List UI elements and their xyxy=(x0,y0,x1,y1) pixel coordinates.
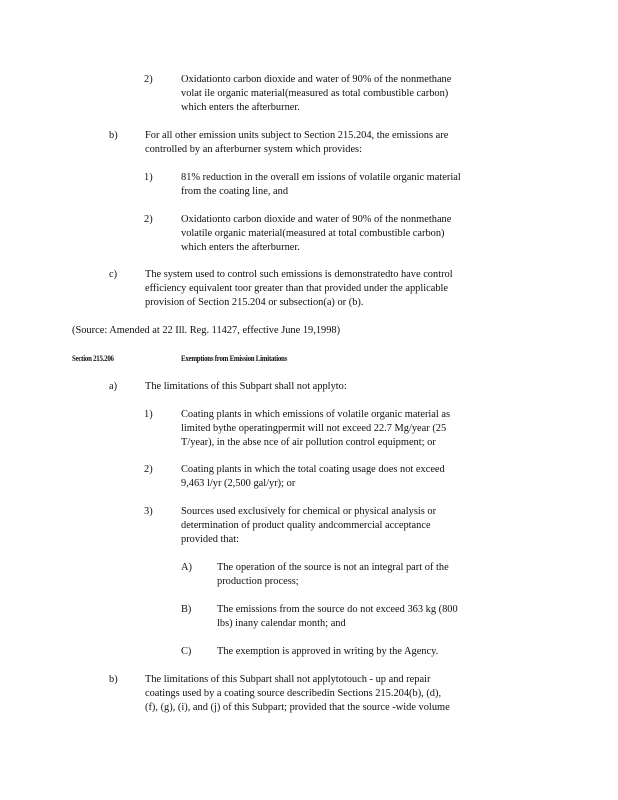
text-line: from the coating line, and xyxy=(181,186,289,197)
text-line: Oxidationto carbon dioxide and water of 90% of the nonmethane xyxy=(181,74,452,85)
text-line: Coating plants in which the total coating usage does not exceed xyxy=(181,464,445,475)
text-line: coatings used by a coating source describedin Sections 215.204(b), (d), xyxy=(145,688,442,699)
text-line: determination of product quality andcommercial acceptance xyxy=(181,520,431,531)
item-label: c) xyxy=(109,269,118,280)
text-line: production process; xyxy=(217,576,299,587)
text-line: volatile organic material(measured at total combustible carbon) xyxy=(181,228,445,239)
text-line: which enters the afterburner. xyxy=(181,102,300,113)
item-label: 1) xyxy=(144,172,153,183)
text-line: T/year), in the abse nce of air pollution control equipment; or xyxy=(181,437,436,448)
text-line: Oxidationto carbon dioxide and water of 90% of the nonmethane xyxy=(181,214,452,225)
item-label: 1) xyxy=(144,409,153,420)
text-line: 9,463 l/yr (2,500 gal/yr); or xyxy=(181,478,296,489)
text-line: For all other emission units subject to Section 215.204, the emissions are xyxy=(145,130,449,141)
text-line: The exemption is approved in writing by the Agency. xyxy=(217,646,439,657)
text-line: Coating plants in which emissions of volatile organic material as xyxy=(181,409,451,420)
text-line: Sources used exclusively for chemical or physical analysis or xyxy=(181,506,437,517)
item-label: A) xyxy=(181,562,192,573)
text-line: efficiency equivalent toor greater than that provided under the applicable xyxy=(145,283,449,294)
text-line: The system used to control such emissions is demonstratedto have control xyxy=(145,269,453,280)
source-note: (Source: Amended at 22 Ill. Reg. 11427, effective June 19,1998) xyxy=(72,325,341,336)
text-line: 81% reduction in the overall em issions of volatile organic material xyxy=(181,172,461,183)
text-line: provision of Section 215.204 or subsection(a) or (b). xyxy=(145,297,364,308)
item-label: 3) xyxy=(144,506,153,517)
item-label: 2) xyxy=(144,214,153,225)
text-line: provided that: xyxy=(181,534,240,545)
section-title: Exemptions from Emission Limitations xyxy=(181,354,288,363)
text-line: volat ile organic material(measured as total combustible carbon) xyxy=(181,88,449,99)
text-line: The emissions from the source do not exceed 363 kg (800 xyxy=(217,604,458,615)
item-label: b) xyxy=(109,674,118,685)
item-label: C) xyxy=(181,646,192,657)
text-line: controlled by an afterburner system which provides: xyxy=(145,144,362,155)
item-label: a) xyxy=(109,381,118,392)
item-label: 2) xyxy=(144,74,153,85)
text-line: (f), (g), (i), and (j) of this Subpart; provided that the source -wide volume xyxy=(145,702,450,713)
item-label: b) xyxy=(109,130,118,141)
text-line: which enters the afterburner. xyxy=(181,242,300,253)
item-label: 2) xyxy=(144,464,153,475)
text-line: The operation of the source is not an integral part of the xyxy=(217,562,449,573)
text-line: The limitations of this Subpart shall not applyto: xyxy=(145,381,347,392)
text-line: limited bythe operatingpermit will not exceed 22.7 Mg/year (25 xyxy=(181,423,447,434)
text-line: lbs) inany calendar month; and xyxy=(217,618,346,629)
section-number: Section 215.206 xyxy=(72,354,114,363)
item-label: B) xyxy=(181,604,192,615)
text-line: The limitations of this Subpart shall not applytotouch - up and repair xyxy=(145,674,431,685)
